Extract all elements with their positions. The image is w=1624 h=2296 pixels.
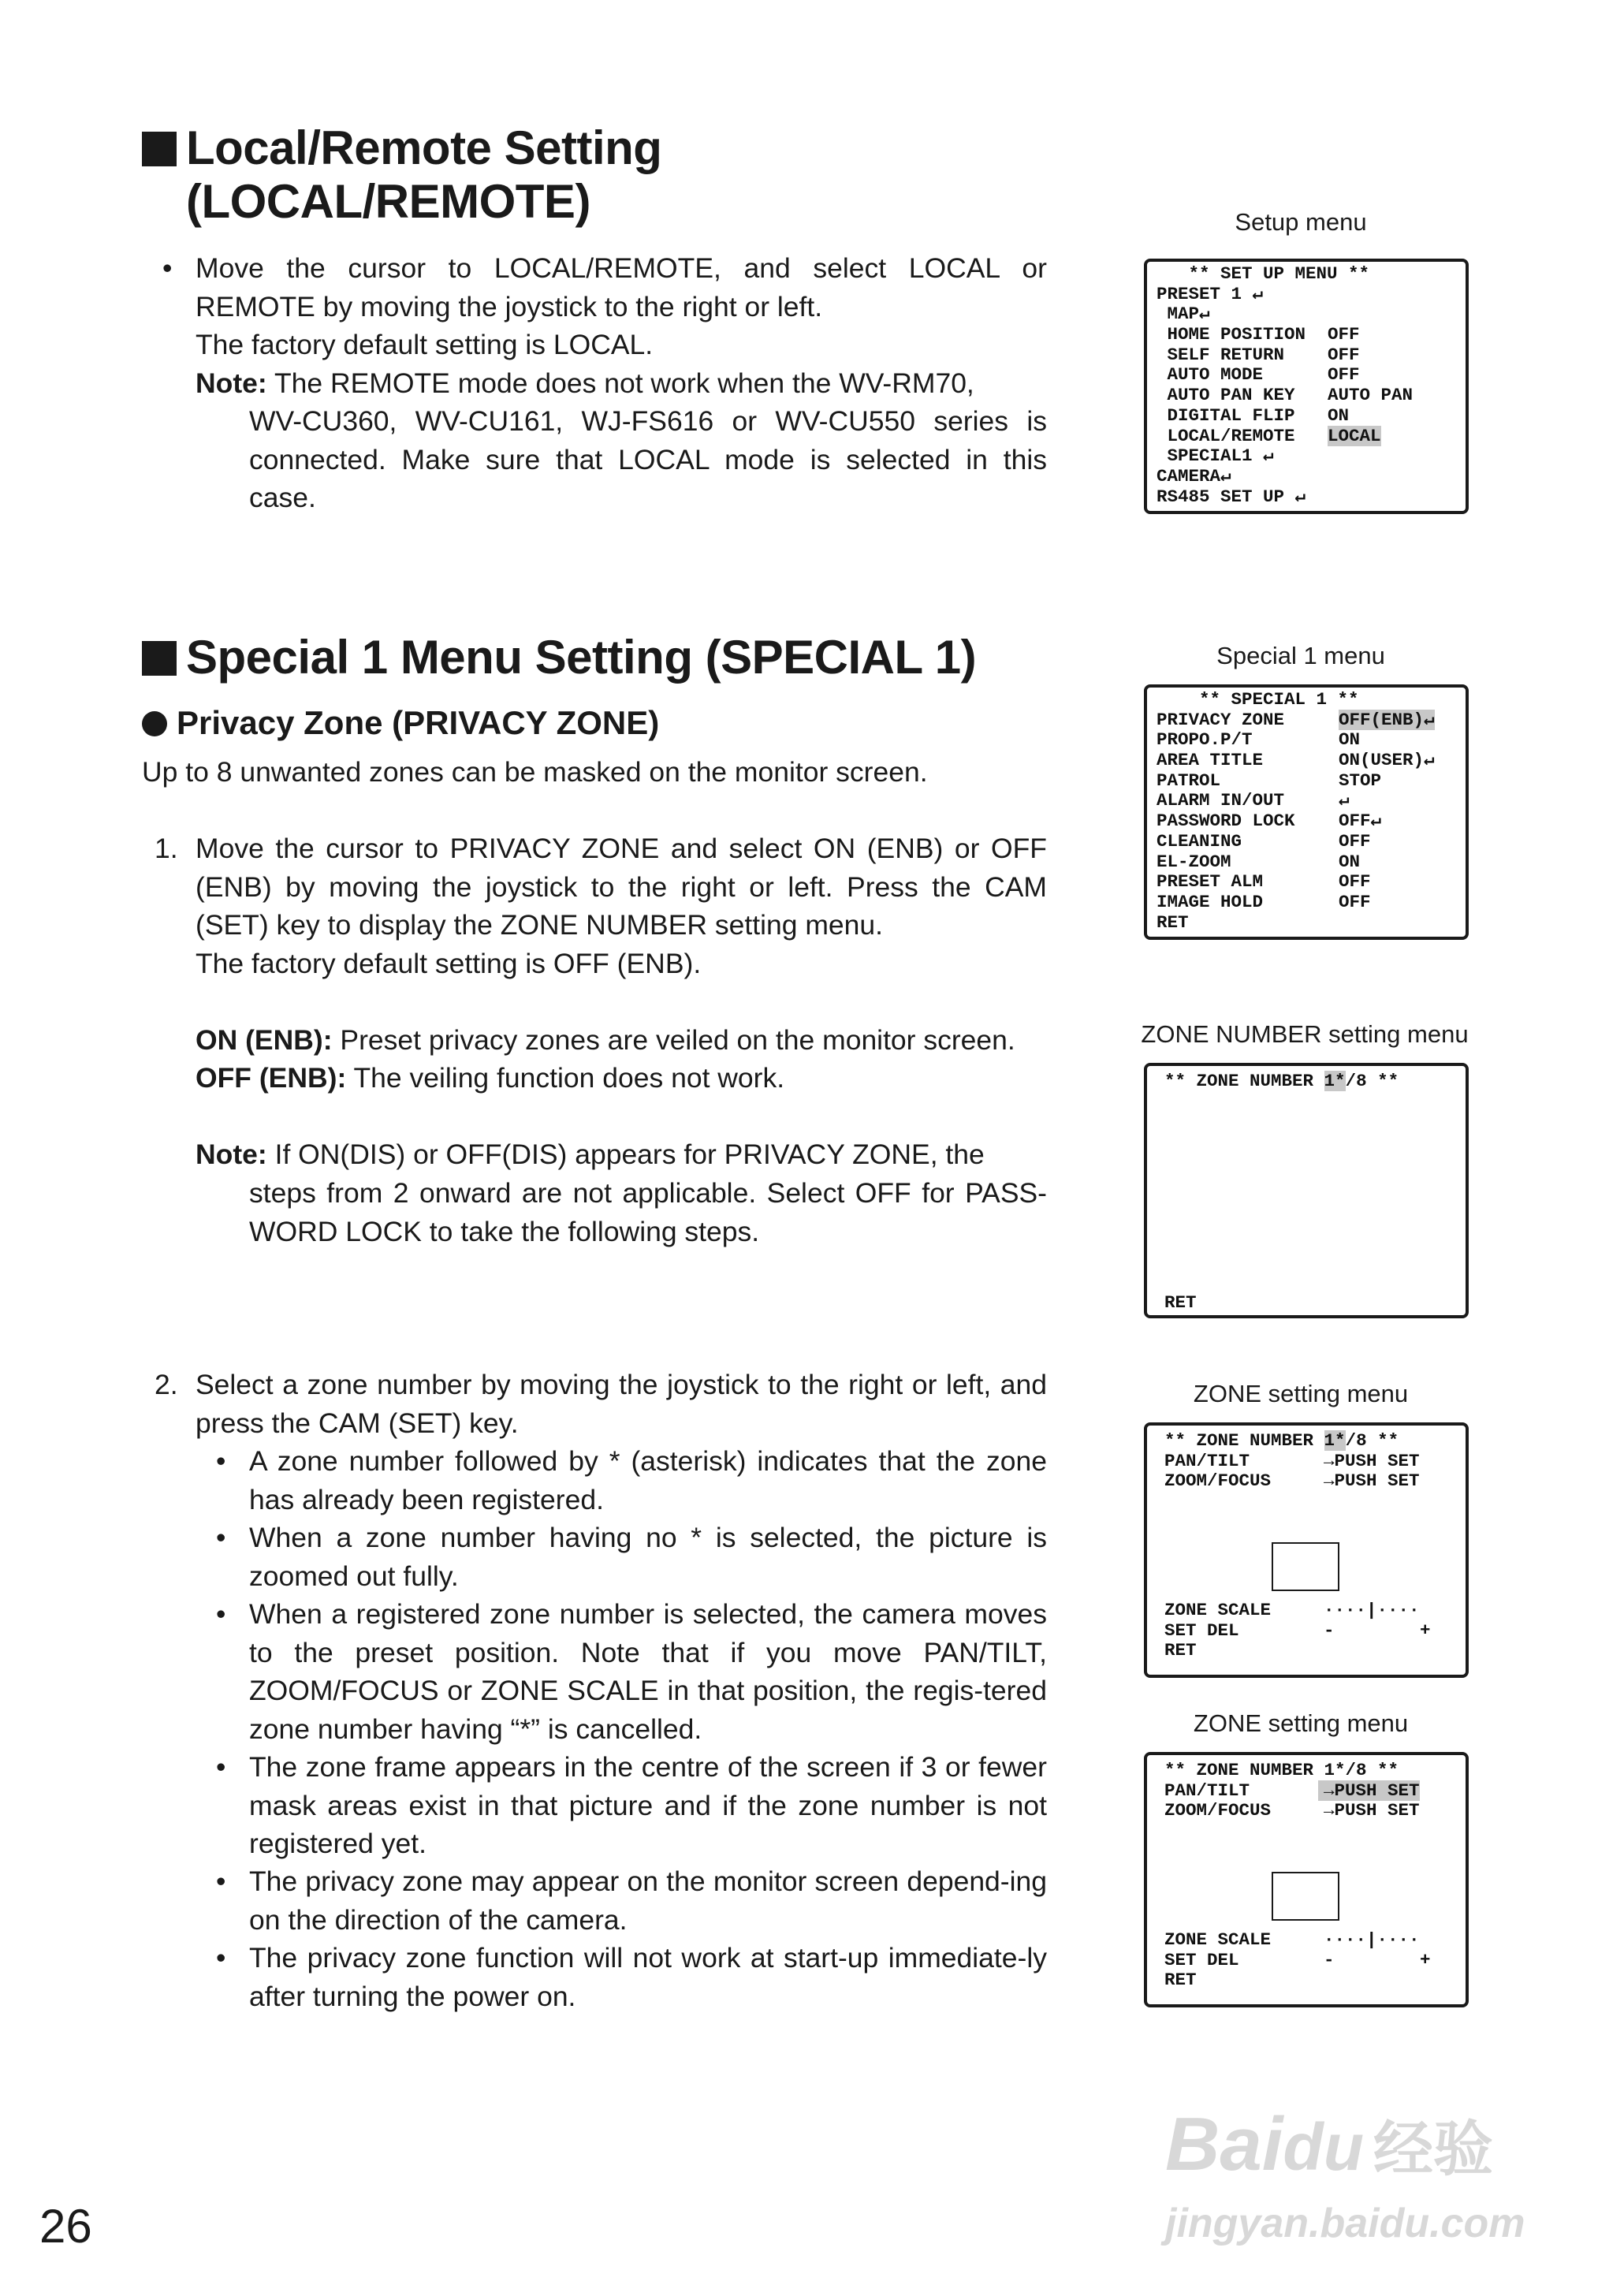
zone-ret: RET <box>1164 1640 1197 1661</box>
zone-frame <box>1272 1542 1339 1591</box>
row-label: SPECIAL1 <box>1157 445 1264 467</box>
menu-row-ret: RET <box>1157 911 1189 933</box>
zone-scale <box>1164 1601 1431 1621</box>
row-value: OFF <box>1339 891 1371 912</box>
row-label: PAN/TILT <box>1164 1450 1250 1471</box>
minus-sign: - <box>1324 1620 1335 1641</box>
step2-bullet-1 <box>249 1442 1047 1519</box>
row-label: MAP <box>1157 304 1200 325</box>
step1-text: Move the cursor to PRIVACY ZONE and select ON (ENB) or OFF (ENB) by moving the joystick to the right or left. Press the CAM (SET) key to display the ZONE NUMBER setting menu. <box>196 833 1047 941</box>
title-line1: Local/Remote Setting <box>186 121 662 174</box>
default-local-text: The factory default setting is LOCAL. <box>196 329 654 360</box>
menu-row-rs485 <box>1157 487 1456 508</box>
step1-number: 1. <box>155 833 178 864</box>
circle-bullet-icon <box>142 711 167 736</box>
enter-arrow-icon: ↵ <box>1220 465 1231 486</box>
section-title-line2: (LOCAL/REMOTE) <box>186 175 590 228</box>
note-rest: WV-CU360, WV-CU161, WJ-FS616 or WV-CU550 series is connected. Make sure that LOCAL mode is selected in this case. <box>249 405 1047 513</box>
zone-number-ret: RET <box>1164 1292 1197 1314</box>
row-value: OFF↵ <box>1339 811 1382 832</box>
menu-row-propo-pt <box>1157 730 1456 751</box>
zone-ret: RET <box>1164 1970 1197 1991</box>
step2-bullet-3 <box>249 1595 1047 1748</box>
scale-indicator: ····|···· <box>1324 1929 1420 1950</box>
menu-row-auto-mode <box>1157 365 1456 386</box>
enter-arrow-icon: ↵ <box>1199 304 1210 325</box>
row-label: PRESET 1 <box>1157 283 1253 304</box>
watermark-url: jingyan.baidu.com <box>1165 2201 1525 2246</box>
row-value: ON <box>1328 404 1350 426</box>
zone-pan-tilt <box>1164 1781 1456 1802</box>
row-label: AUTO MODE <box>1157 364 1264 386</box>
zone-menu-caption-1: ZONE setting menu <box>1193 1380 1409 1407</box>
step2-text: Select a zone number by moving the joystick to the right or left, and press the CAM (SET) key. <box>196 1369 1047 1439</box>
page-number: 26 <box>39 2200 92 2253</box>
zone-menu-screen-2 <box>1144 1752 1469 2007</box>
row-value: OFF <box>1328 324 1360 345</box>
menu-row-self-return <box>1157 345 1456 366</box>
row-value: OFF <box>1339 830 1371 852</box>
row-value: ON <box>1339 851 1361 872</box>
square-bullet-icon <box>142 132 177 166</box>
baidu-watermark-logo <box>1165 2104 1493 2191</box>
row-value: OFF <box>1339 871 1371 893</box>
zone-number-menu-caption: ZONE NUMBER setting menu <box>1141 1020 1469 1048</box>
row-value: OFF <box>1328 364 1360 386</box>
menu-row-image-hold <box>1157 893 1456 913</box>
plus-sign: + <box>1420 1949 1431 1970</box>
zone-bottom-rows <box>1164 1601 1431 1661</box>
setup-menu-screen <box>1144 259 1469 514</box>
menu-row-alarm-in-out <box>1157 791 1456 811</box>
menu-row-map <box>1157 304 1456 325</box>
row-label: DIGITAL FLIP <box>1157 404 1295 426</box>
title-prefix: ** ZONE NUMBER <box>1164 1430 1324 1451</box>
step2-bullet-2 <box>249 1519 1047 1595</box>
zone-title <box>1164 1431 1456 1452</box>
menu-row-preset-alm <box>1157 872 1456 893</box>
row-label: PASSWORD LOCK <box>1157 811 1295 832</box>
row-label: IMAGE HOLD <box>1157 891 1264 912</box>
step2-bullet-4 <box>249 1748 1047 1863</box>
title-special1-text: Special 1 Menu Setting (SPECIAL 1) <box>186 631 977 684</box>
zone-menu-caption-2: ZONE setting menu <box>1193 1709 1409 1737</box>
menu-row-auto-pan-key <box>1157 386 1456 406</box>
zone-set-del <box>1164 1951 1431 1971</box>
off-enb-desc <box>196 1059 1063 1098</box>
row-value: STOP <box>1339 770 1382 791</box>
bullet-text: The privacy zone function will not work at start-up immediate-ly after turning the power on. <box>249 1942 1047 2012</box>
row-value: ON <box>1339 729 1361 751</box>
zone-pan-tilt <box>1164 1452 1456 1472</box>
on-enb-desc <box>196 1021 1063 1060</box>
row-label: HOME POSITION <box>1157 324 1306 345</box>
note-line1-text: The REMOTE mode does not work when the WV-RM70, <box>274 367 974 399</box>
row-label: SET DEL <box>1164 1620 1239 1641</box>
menu-row-preset1 <box>1157 285 1456 305</box>
section-title-special1 <box>142 631 976 684</box>
zone-set-del <box>1164 1621 1431 1642</box>
step1-default: The factory default setting is OFF (ENB). <box>196 948 702 979</box>
title-suffix: /8 ** <box>1345 1430 1399 1451</box>
setup-menu-caption: Setup menu <box>1235 208 1367 236</box>
bullet-text: When a registered zone number is selected, the camera moves to the preset position. Note that if you move PAN/TILT, ZOOM/FOCUS or ZONE SCALE in that position, the regis-tered zone number having “*” is cancelled. <box>249 1598 1047 1745</box>
step2-number: 2. <box>155 1369 178 1400</box>
zone-number-selected: 1* <box>1324 1071 1346 1091</box>
note2-line1-text: If ON(DIS) or OFF(DIS) appears for PRIVACY ZONE, the <box>274 1139 985 1170</box>
bullet-text: When a zone number having no * is selected, the picture is zoomed out fully. <box>249 1522 1047 1592</box>
zone-number-selected: 1* <box>1324 1430 1346 1451</box>
bullet-text: The privacy zone may appear on the monitor screen depend-ing on the direction of the camera. <box>249 1866 1047 1936</box>
off-enb-text: The veiling function does not work. <box>353 1062 785 1094</box>
zone-number-menu-screen <box>1144 1063 1469 1318</box>
row-label: ALARM IN/OUT <box>1157 790 1285 811</box>
off-enb-label: OFF (ENB): <box>196 1062 347 1094</box>
note-line1 <box>196 364 1047 403</box>
row-label: ZONE SCALE <box>1164 1600 1272 1620</box>
row-label: PRESET ALM <box>1157 871 1264 893</box>
row-label: PATROL <box>1157 770 1221 791</box>
enter-arrow-icon: ↵ <box>1252 283 1264 304</box>
row-value-selected: LOCAL <box>1328 425 1381 446</box>
row-label: SELF RETURN <box>1157 344 1285 365</box>
bullet-text: Move the cursor to LOCAL/REMOTE, and select LOCAL or REMOTE by moving the joystick to the right or left. <box>196 252 1047 322</box>
row-label: PAN/TILT <box>1164 1780 1250 1801</box>
zone-zoom-focus <box>1164 1801 1456 1821</box>
row-label: SET DEL <box>1164 1949 1239 1970</box>
row-value: ↵ <box>1339 790 1350 811</box>
note-label: Note: <box>196 367 267 399</box>
zone-number-title <box>1164 1072 1456 1092</box>
row-value: OFF <box>1328 344 1360 365</box>
menu-row-el-zoom <box>1157 852 1456 873</box>
row-label: EL-ZOOM <box>1157 851 1231 872</box>
zone-bottom-rows <box>1164 1930 1431 1991</box>
row-label: ZOOM/FOCUS <box>1164 1800 1272 1821</box>
menu-row-patrol <box>1157 771 1456 792</box>
zone-zoom-focus <box>1164 1471 1456 1492</box>
row-value: AUTO PAN <box>1328 385 1414 406</box>
menu-row-password-lock <box>1157 811 1456 832</box>
menu-row-area-title <box>1157 751 1456 771</box>
menu-row-privacy-zone <box>1157 710 1456 731</box>
row-label: ZOOM/FOCUS <box>1164 1470 1272 1492</box>
enter-arrow-icon: ↵ <box>1294 486 1306 507</box>
row-label: LOCAL/REMOTE <box>1157 425 1295 446</box>
bullet-text: A zone number followed by * (asterisk) indicates that the zone has already been registered. <box>249 1445 1047 1515</box>
watermark-brand2: du <box>1283 2110 1365 2184</box>
bullet-text: The zone frame appears in the centre of the screen if 3 or fewer mask areas exist in that picture and if the zone number is not registered yet. <box>249 1751 1047 1859</box>
watermark-brand: Bai <box>1165 2102 1283 2186</box>
section-title-local-remote <box>142 121 661 175</box>
step2-bullet-5 <box>249 1862 1047 1939</box>
special1-menu-screen <box>1144 684 1469 940</box>
row-label: ZONE SCALE <box>1164 1929 1272 1950</box>
row-label: CLEANING <box>1157 830 1242 852</box>
row-value: →PUSH SET <box>1324 1470 1420 1492</box>
special1-menu-title: ** SPECIAL 1 ** <box>1157 689 1359 710</box>
note2-rest: steps from 2 onward are not applicable. Select OFF for PASS-WORD LOCK to take the following steps. <box>249 1177 1047 1247</box>
row-value-selected: OFF(ENB)↵ <box>1339 709 1435 730</box>
on-enb-label: ON (ENB): <box>196 1024 333 1056</box>
zone-menu-screen-1 <box>1144 1422 1469 1678</box>
row-value: ON(USER)↵ <box>1339 750 1435 771</box>
subtitle-text: Privacy Zone (PRIVACY ZONE) <box>177 704 660 741</box>
enter-arrow-icon: ↵ <box>1263 445 1274 467</box>
row-label: PRIVACY ZONE <box>1157 709 1285 730</box>
step2-bullet-6 <box>249 1939 1047 2015</box>
watermark-cn: 经验 <box>1373 2116 1494 2183</box>
menu-row-home-position <box>1157 325 1456 345</box>
menu-row-camera <box>1157 467 1456 487</box>
zone-title: ** ZONE NUMBER 1*/8 ** <box>1164 1760 1399 1780</box>
square-bullet-icon <box>142 641 177 676</box>
zone-scale <box>1164 1930 1431 1951</box>
setup-menu-title: ** SET UP MENU ** <box>1157 263 1370 284</box>
minus-sign: - <box>1324 1949 1335 1970</box>
row-label: PROPO.P/T <box>1157 729 1253 751</box>
row-label: AUTO PAN KEY <box>1157 385 1295 406</box>
special1-menu-caption: Special 1 menu <box>1216 642 1385 669</box>
menu-row-local-remote <box>1157 427 1456 447</box>
row-label: AREA TITLE <box>1157 750 1264 771</box>
intro-text: Up to 8 unwanted zones can be masked on the monitor screen. <box>142 756 928 788</box>
bullet-move-cursor <box>196 249 1047 326</box>
scale-indicator: ····|···· <box>1324 1600 1420 1620</box>
menu-row-special1 <box>1157 446 1456 467</box>
row-value-selected: →PUSH SET <box>1318 1780 1420 1801</box>
plus-sign: + <box>1420 1620 1431 1641</box>
title-suffix: /8 ** <box>1345 1071 1399 1091</box>
menu-row-digital-flip <box>1157 406 1456 427</box>
zone-frame <box>1272 1872 1339 1921</box>
title-prefix: ** ZONE NUMBER <box>1164 1071 1324 1091</box>
row-label: CAMERA <box>1157 465 1221 486</box>
menu-row-cleaning <box>1157 832 1456 852</box>
note2-line1 <box>196 1135 1047 1174</box>
row-value: →PUSH SET <box>1324 1450 1420 1471</box>
row-label: RS485 SET UP <box>1157 486 1295 507</box>
note2-label: Note: <box>196 1139 267 1170</box>
subtitle-privacy-zone <box>142 703 659 743</box>
row-value: →PUSH SET <box>1324 1800 1420 1821</box>
on-enb-text: Preset privacy zones are veiled on the monitor screen. <box>340 1024 1015 1056</box>
